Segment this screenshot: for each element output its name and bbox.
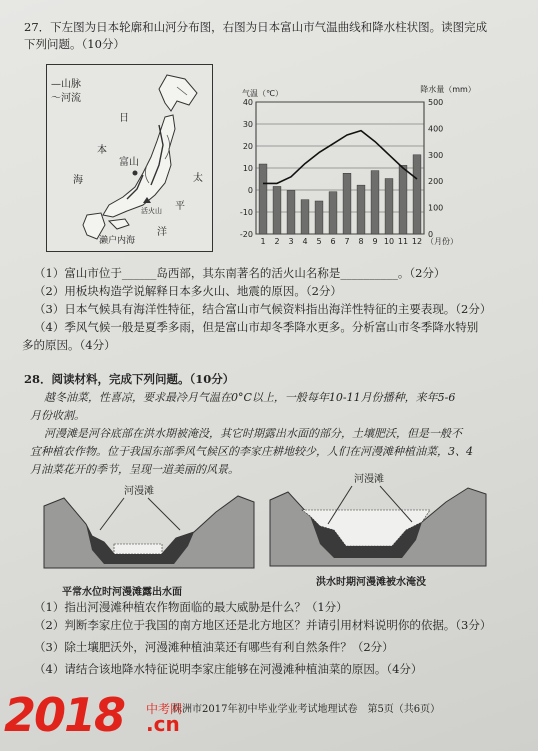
page-footer: 株洲市2017年初中毕业学业考试地理试卷 第5页（共6页） [172, 704, 441, 715]
q28-sub1: （1）指出河漫滩种植农作物面临的最大威胁是什么？（1分） [34, 600, 348, 614]
x-axis-label: （月份） [426, 237, 458, 246]
x-tick-label: 2 [274, 237, 280, 246]
y2-axis-label: 降水量（mm） [420, 85, 476, 94]
precip-bar [385, 179, 393, 234]
precip-bar [371, 171, 379, 234]
x-tick-label: 7 [344, 237, 350, 246]
q28-material2-line3: 月油菜花开的季节，呈现一道美丽的风景。 [30, 463, 239, 476]
q27-sub4-line2: 多的原因。（4分） [22, 338, 116, 352]
q28-material1-line1: 越冬油菜，性喜凉，要求最冷月气温在0°C以上，一般每年10-11月份播种，来年5-6 [44, 391, 456, 404]
valley-diagram-flood [270, 466, 486, 578]
y2-tick-label: 500 [428, 98, 444, 107]
map-legend-mountain: —山脉 [51, 79, 81, 90]
y-tick-label: -20 [239, 230, 253, 239]
precip-bar [343, 173, 351, 234]
q28-sub2: （2）判断李家庄位于我国的南方地区还是北方地区？并请引用材料说明你的依据。（3分） [34, 618, 492, 632]
y2-tick-label: 200 [428, 177, 444, 187]
map-label-hai: 海 [73, 175, 83, 186]
temperature-line [263, 131, 417, 184]
x-tick-label: 5 [316, 237, 322, 246]
y-tick-label: 40 [242, 98, 253, 107]
x-tick-label: 3 [288, 237, 294, 246]
precip-bar [399, 165, 407, 234]
valley-diagram-normal [44, 476, 254, 584]
q28-material2-line1: 河漫滩是河谷底部在洪水期被淹没，其它时期露出水面的部分，土壤肥沃，但是一般不 [44, 427, 462, 440]
y-tick-label: -10 [239, 208, 253, 217]
precip-bar [315, 201, 323, 234]
x-tick-label: 10 [383, 237, 395, 246]
map-label-yang: 洋 [157, 227, 167, 238]
q27-sub3: （3）日本气候具有海洋性特征，结合富山市气候资料指出海洋性特征的主要表现。（2分） [34, 302, 492, 316]
y-tick-label: 0 [247, 186, 253, 195]
watermark-domain: .cn [146, 712, 180, 736]
y-tick-label: 10 [242, 164, 253, 173]
q27-sub2: （2）用板块构造学说解释日本多火山、地震的原因。（2分） [34, 284, 342, 298]
japan-map [46, 64, 213, 252]
watermark-2018: 2018 [4, 688, 125, 742]
q28-material2-line2: 宜种植农作物。位于我国东部季风气候区的李家庄耕地较少，人们在河漫滩种植油菜，3、4 [30, 445, 473, 458]
map-label-tai: 太 [193, 173, 203, 184]
y-axis-label: 气温（℃） [242, 89, 283, 98]
watermark-site: 中考网 [146, 702, 183, 716]
x-tick-label: 4 [302, 237, 308, 246]
y-tick-label: 20 [242, 142, 253, 151]
q28-title: 28．阅读材料，完成下列问题。（10分） [24, 372, 235, 386]
x-tick-label: 6 [330, 237, 336, 246]
y2-tick-label: 100 [428, 203, 444, 213]
precip-bar [329, 192, 337, 234]
map-legend-river: ～河流 [51, 93, 81, 104]
y-tick-label: 30 [242, 120, 253, 129]
caption-normal-water: 平常水位时河漫滩露出水面 [62, 587, 182, 598]
x-tick-label: 8 [358, 237, 364, 246]
precip-bar [357, 185, 365, 234]
x-tick-label: 9 [372, 237, 378, 246]
toyama-climate-chart [228, 84, 476, 254]
x-tick-label: 1 [260, 237, 266, 246]
q28-material1-line2: 月份收割。 [30, 409, 85, 422]
y2-tick-label: 0 [428, 230, 434, 239]
q27-sub1: （1）富山市位于______岛西部，其东南著名的活火山名称是__________。（2分） [34, 266, 446, 280]
precip-bar [259, 164, 267, 234]
map-label-ben: 本 [97, 145, 107, 156]
precip-bar [287, 190, 295, 234]
q27-stem-line2: 下列问题。（10分） [24, 37, 125, 51]
q27-sub4-line1: （4）季风气候一般是夏季多雨，但是富山市却冬季降水更多。分析富山市冬季降水特别 [34, 320, 479, 334]
q28-sub3: （3）除土壤肥沃外，河漫滩种植油菜还有哪些有利自然条件？（2分） [34, 640, 394, 654]
map-label-ri: 日 [119, 113, 129, 124]
q27-stem-line1: 27．下左图为日本轮廓和山河分布图，右图为日本富山市气温曲线和降水柱状图。读图完成 [24, 20, 488, 34]
q28-sub4: （4）请结合该地降水特征说明李家庄能够在河漫滩种植油菜的原因。（4分） [34, 662, 423, 676]
x-tick-label: 11 [397, 237, 409, 246]
precip-bar [413, 155, 421, 234]
valley-label-right: 河漫滩 [354, 474, 384, 485]
precip-bar [273, 186, 281, 234]
map-label-ping: 平 [175, 201, 185, 212]
caption-flood: 洪水时期河漫滩被水淹没 [316, 577, 426, 588]
map-label-inland-sea: 濑户内海 [99, 236, 136, 246]
map-label-toyama: 富山 [119, 157, 139, 168]
y2-tick-label: 400 [428, 124, 444, 134]
map-label-volcano: 活火山 [141, 207, 162, 215]
valley-label-left: 河漫滩 [124, 486, 154, 497]
x-tick-label: 12 [411, 237, 423, 246]
y2-tick-label: 300 [428, 150, 444, 160]
precip-bar [301, 200, 309, 234]
